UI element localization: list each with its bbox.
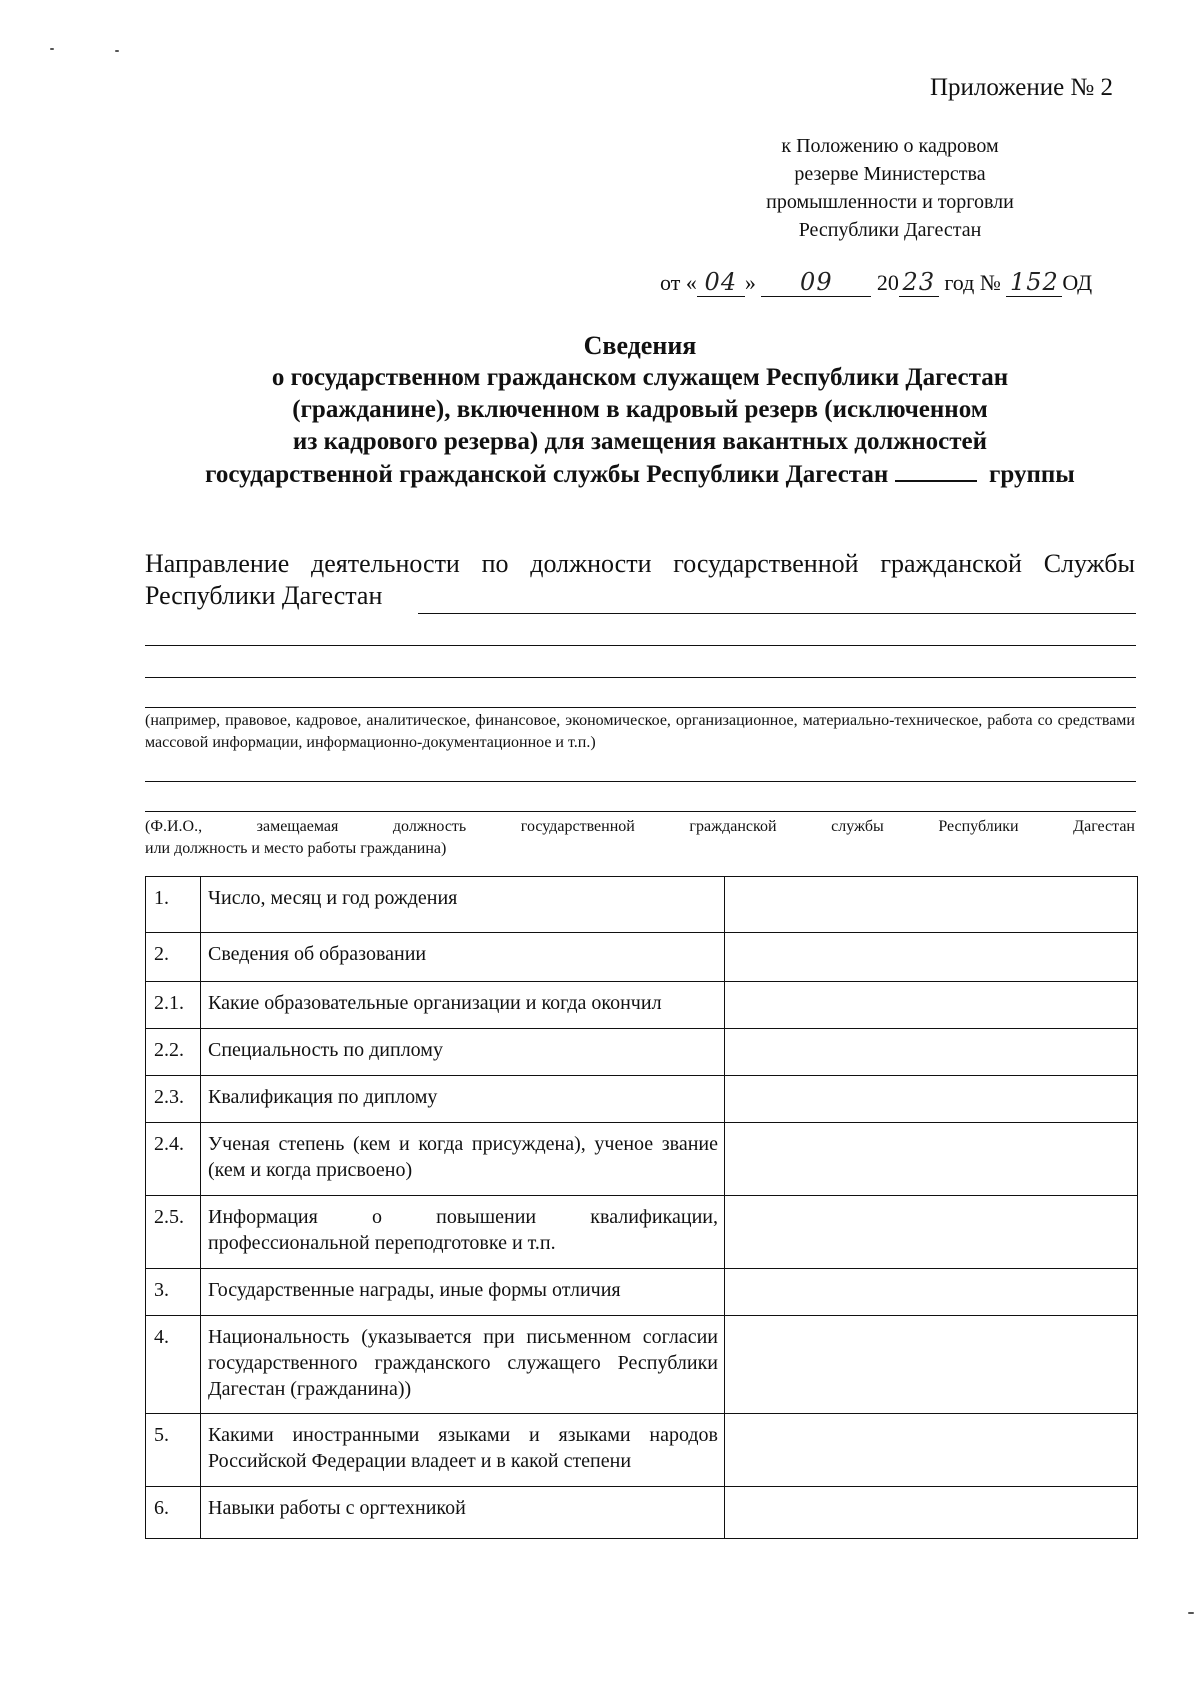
- row-label: Навыки работы с оргтехникой: [201, 1487, 725, 1539]
- row-value-cell[interactable]: [725, 1196, 1138, 1269]
- reference-line: промышленности и торговли: [766, 191, 1014, 213]
- row-number: 2.3.: [146, 1076, 201, 1123]
- note-word: замещаемая: [256, 818, 339, 835]
- document-title: Сведения: [583, 331, 697, 360]
- heading-last-line-end: группы: [989, 461, 1075, 488]
- table-row: [146, 1076, 1138, 1123]
- scan-speck: [115, 50, 119, 52]
- row-number: 2.: [146, 933, 201, 982]
- order-year-prefix: 20: [876, 270, 899, 295]
- direction-fill-line[interactable]: [418, 612, 1136, 614]
- direction-example-note: (например, правовое, кадровое, аналитическое, финансовое, экономическое, организационное, материально-техническое, работа со средствами массовой информации, информационно-документационное и т.п.): [145, 712, 1135, 751]
- note-word: государственной: [520, 818, 635, 835]
- table-row: [146, 1269, 1138, 1316]
- document-heading: [150, 330, 1130, 491]
- row-value-cell[interactable]: [725, 1029, 1138, 1076]
- row-number: 1.: [146, 877, 201, 933]
- heading-line: о государственном гражданском служащем Республики Дагестан: [271, 364, 1009, 391]
- reference-line: Республики Дагестан: [798, 219, 982, 241]
- direction-fill-line[interactable]: [145, 706, 1136, 708]
- person-note-line1: [145, 816, 1135, 838]
- table-row: [146, 1196, 1138, 1269]
- row-value-cell[interactable]: [725, 1487, 1138, 1539]
- person-fill-line[interactable]: [145, 780, 1136, 782]
- order-number: 152: [1006, 268, 1062, 297]
- note-word: должность: [392, 818, 467, 835]
- row-value-cell[interactable]: [725, 877, 1138, 933]
- person-note-line2: или должность и место работы гражданина): [145, 840, 447, 857]
- row-value-cell[interactable]: [725, 1269, 1138, 1316]
- heading-last-line: [150, 458, 1130, 491]
- direction-fill-line[interactable]: [145, 676, 1136, 678]
- row-label: Национальность (указывается при письменном согласии государственного гражданского служащего Республики Дагестан (гражданина)): [201, 1316, 725, 1414]
- table-row: [146, 1123, 1138, 1196]
- table-row: [146, 933, 1138, 982]
- order-mid: »: [744, 270, 756, 295]
- row-label: Специальность по диплому: [201, 1029, 725, 1076]
- row-value-cell[interactable]: [725, 1316, 1138, 1414]
- row-value-cell[interactable]: [725, 982, 1138, 1029]
- row-label: Какими иностранными языками и языками народов Российской Федерации владеет и в какой степени: [201, 1414, 725, 1487]
- table-row: [146, 1316, 1138, 1414]
- table-row: [146, 1414, 1138, 1487]
- order-line: [660, 268, 1092, 297]
- row-number: 2.1.: [146, 982, 201, 1029]
- row-number: 3.: [146, 1269, 201, 1316]
- row-value-cell[interactable]: [725, 1414, 1138, 1487]
- note-word: службы: [831, 818, 884, 835]
- table-row: [146, 982, 1138, 1029]
- appendix-reference: [730, 132, 1050, 244]
- row-number: 2.5.: [146, 1196, 201, 1269]
- reference-line: резерве Министерства: [794, 163, 986, 185]
- group-blank[interactable]: [895, 458, 977, 482]
- row-label: Государственные награды, иные формы отличия: [201, 1269, 725, 1316]
- row-number: 6.: [146, 1487, 201, 1539]
- row-number: 2.2.: [146, 1029, 201, 1076]
- row-number: 4.: [146, 1316, 201, 1414]
- order-year-suffix: 23: [899, 268, 939, 297]
- note-word: Республики: [938, 818, 1019, 835]
- row-label: Число, месяц и год рождения: [201, 877, 725, 933]
- row-label: Какие образовательные организации и когда окончил: [201, 982, 725, 1029]
- table-row: [146, 877, 1138, 933]
- info-table: [145, 876, 1138, 1539]
- row-label: Информация о повышении квалификации, профессиональной переподготовке и т.п.: [201, 1196, 725, 1269]
- heading-last-line-start: государственной гражданской службы Республики Дагестан: [205, 461, 889, 488]
- order-day: 04: [697, 268, 745, 297]
- table-row: [146, 1487, 1138, 1539]
- scan-speck: [50, 48, 54, 50]
- note-word: (Ф.И.О.,: [145, 818, 203, 835]
- reference-line: к Положению о кадровом: [781, 135, 999, 157]
- heading-line: из кадрового резерва) для замещения вакантных должностей: [292, 428, 988, 455]
- row-label: Сведения об образовании: [201, 933, 725, 982]
- note-word: Дагестан: [1073, 818, 1135, 835]
- row-label: Квалификация по диплому: [201, 1076, 725, 1123]
- direction-text: Направление деятельности по должности государственной гражданской Службы Республики Дагестан: [145, 549, 1135, 610]
- row-value-cell[interactable]: [725, 1076, 1138, 1123]
- row-number: 5.: [146, 1414, 201, 1487]
- table-row: [146, 1029, 1138, 1076]
- row-number: 2.4.: [146, 1123, 201, 1196]
- order-prefix: от «: [660, 270, 697, 295]
- person-fill-line[interactable]: [145, 810, 1136, 812]
- row-label: Ученая степень (кем и когда присуждена), ученое звание (кем и когда присвоено): [201, 1123, 725, 1196]
- order-year-word: год №: [944, 270, 1001, 295]
- scan-speck: [1188, 1612, 1194, 1614]
- appendix-title: Приложение № 2: [930, 74, 1114, 101]
- order-number-suffix: ОД: [1062, 270, 1093, 295]
- note-word: гражданской: [689, 818, 777, 835]
- order-month: 09: [761, 268, 871, 297]
- heading-line: (гражданине), включенном в кадровый резерв (исключенном: [292, 396, 988, 423]
- person-note: [145, 816, 1135, 860]
- row-value-cell[interactable]: [725, 933, 1138, 982]
- direction-fill-line[interactable]: [145, 644, 1136, 646]
- row-value-cell[interactable]: [725, 1123, 1138, 1196]
